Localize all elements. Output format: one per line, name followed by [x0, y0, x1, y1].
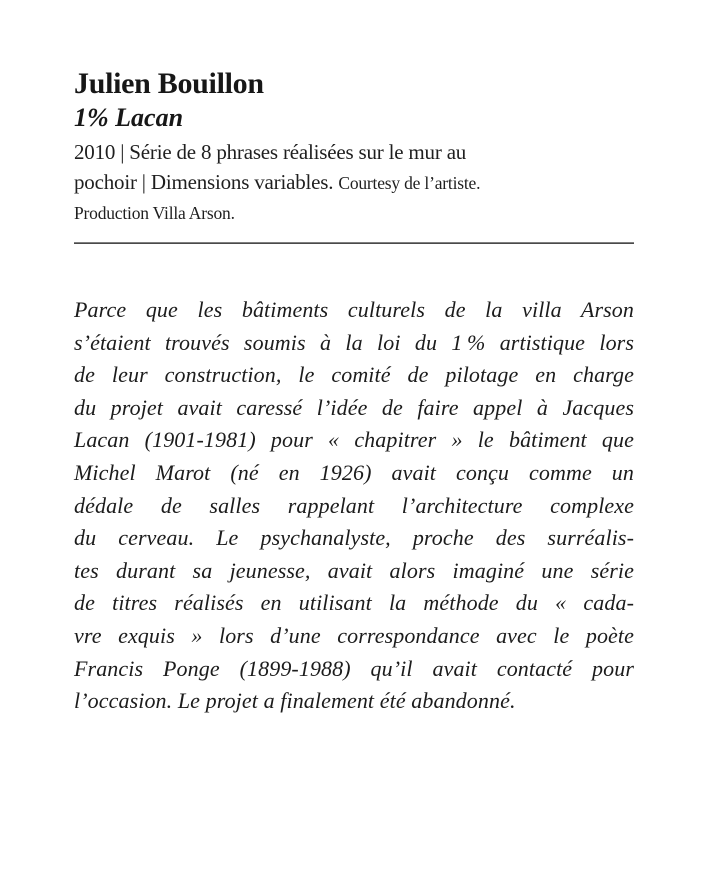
production-note: Production Villa Arson.: [74, 203, 235, 223]
body-line: de leur construction, le comité de pilotage en charge: [74, 362, 634, 388]
body-line: l’occasion. Le projet a finalement été abandonné.: [74, 688, 516, 714]
body-line: dédale de salles rappelant l’architecture complexe: [74, 492, 634, 518]
body-line: du cerveau. Le psychanalyste, proche des surréalis-: [74, 525, 634, 551]
body-line: de titres réalisés en utilisant la méthode du « cada-: [74, 590, 634, 616]
caption-dimensions-info: pochoir | Dimensions variables.: [74, 170, 334, 194]
caption-line-3: [74, 198, 634, 228]
work-caption: [74, 137, 634, 228]
body-line: s’étaient trouvés soumis à la loi du 1 % artistique lors: [74, 329, 634, 355]
body-line: Parce que les bâtiments culturels de la villa Arson: [74, 297, 634, 322]
caption-line-2: [74, 167, 634, 198]
work-title: 1% Lacan: [74, 103, 184, 132]
body-line: Michel Marot (né en 1926) avait conçu comme un: [74, 459, 634, 485]
content-column: [74, 66, 634, 718]
description-paragraph: [74, 294, 634, 718]
divider-rule: [74, 242, 634, 244]
courtesy-note: Courtesy de l’artiste.: [338, 173, 481, 193]
body-line: tes durant sa jeunesse, avait alors imaginé une série: [74, 557, 634, 583]
body-line: vre exquis » lors d’une correspondance avec le poète: [74, 622, 634, 648]
caption-line-1: [74, 137, 634, 167]
caption-medium-info: 2010 | Série de 8 phrases réalisées sur le mur au: [74, 140, 467, 164]
body-line: Lacan (1901-1981) pour « chapitrer » le bâtiment que: [74, 427, 634, 453]
artist-name: Julien Bouillon: [74, 67, 264, 100]
body-line: Francis Ponge (1899-1988) qu’il avait contacté pour: [74, 655, 634, 681]
body-line: du projet avait caressé l’idée de faire appel à Jacques: [74, 394, 634, 420]
